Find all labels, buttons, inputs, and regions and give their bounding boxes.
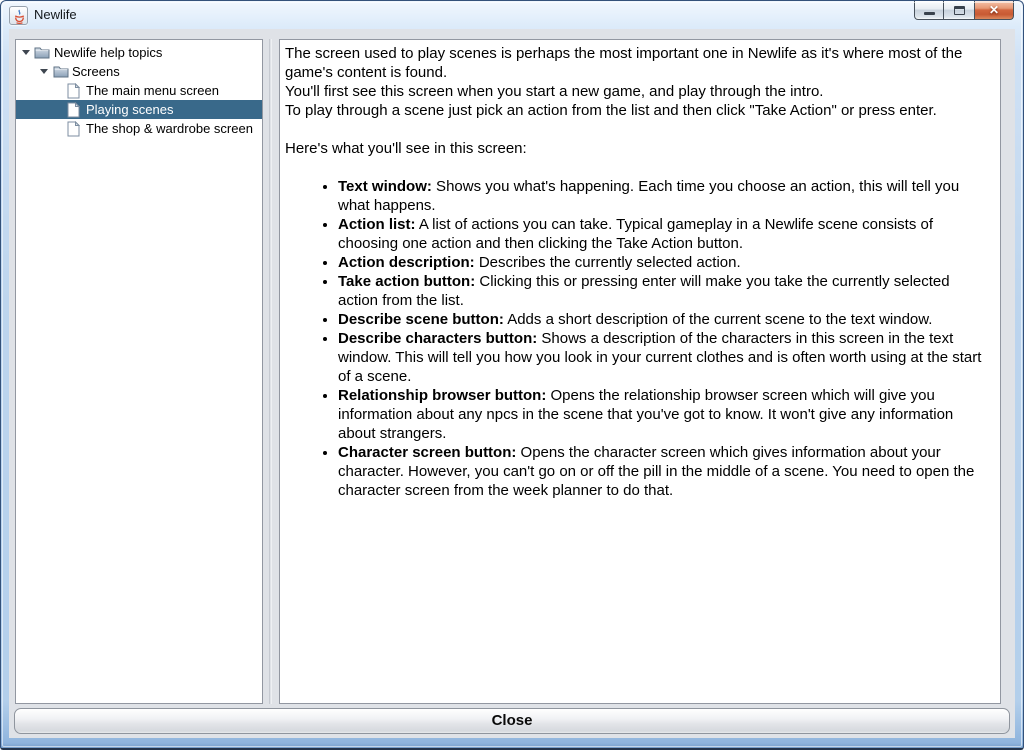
tree-item-shop-wardrobe-screen[interactable] (16, 119, 262, 138)
java-coffee-cup-icon[interactable] (9, 6, 28, 25)
feature-term: Character screen button: (338, 444, 517, 461)
feature-list (285, 177, 986, 500)
help-text-panel (279, 39, 1001, 704)
expand-arrow-icon[interactable] (22, 50, 30, 55)
maximize-icon (954, 6, 965, 15)
intro-paragraphs (285, 44, 986, 120)
intro-line: You'll first see this screen when you start a new game, and play through the intro. (285, 83, 824, 100)
tree-item-label: Screens (72, 64, 120, 79)
tree-item-label: The shop & wardrobe screen (86, 121, 253, 136)
list-item (338, 272, 986, 310)
feature-desc: Describes the currently selected action. (474, 254, 741, 271)
minimize-button[interactable] (914, 1, 944, 20)
close-window-icon (989, 1, 999, 19)
tree-item-playing-scenes[interactable] (16, 100, 262, 119)
help-topics-tree-panel (15, 39, 263, 704)
feature-term: Relationship browser button: (338, 387, 547, 404)
help-text (280, 40, 1000, 500)
tree-item-label: Playing scenes (86, 102, 174, 117)
window-content (9, 29, 1015, 738)
list-item (338, 386, 986, 443)
feature-desc: Clicking this or pressing enter will make you take the currently selected action from the list. (338, 273, 950, 309)
tree-item-main-menu-screen[interactable] (16, 81, 262, 100)
feature-term: Describe scene button: (338, 311, 504, 328)
feature-term: Describe characters button: (338, 330, 538, 347)
document-icon (67, 121, 80, 142)
minimize-icon (924, 12, 935, 15)
feature-desc: Adds a short description of the current scene to the text window. (503, 311, 933, 328)
close-button[interactable]: Close (14, 708, 1010, 734)
feature-desc: Opens the character screen which gives information about your character. However, you can't go on or off the pill in the middle of a scene. You need to open the character screen from the week planner to do that. (338, 444, 975, 499)
list-item (338, 177, 986, 215)
divider-grip-line (269, 39, 270, 704)
window-controls (914, 1, 1014, 21)
feature-term: Take action button: (338, 273, 476, 290)
split-pane-divider[interactable] (263, 39, 279, 704)
tree-item-label: The main menu screen (86, 83, 219, 98)
list-item (338, 310, 986, 329)
help-topics-tree (16, 40, 262, 138)
list-item (338, 329, 986, 386)
feature-desc: Shows a description of the characters in this screen in the text window. This will tell you how you look in your current clothes and is often worth using at the start of a scene. (338, 330, 982, 385)
expand-arrow-icon[interactable] (40, 69, 48, 74)
maximize-button[interactable] (944, 1, 974, 20)
list-item (338, 253, 986, 272)
list-item (338, 215, 986, 253)
intro-line: To play through a scene just pick an action from the list and then click "Take Action" or press enter. (285, 102, 937, 119)
tree-item-label: Newlife help topics (54, 45, 163, 60)
feature-term: Action list: (338, 216, 416, 233)
window-title: Newlife (34, 7, 77, 22)
feature-term: Text window: (338, 178, 432, 195)
feature-desc: A list of actions you can take. Typical gameplay in a Newlife scene consists of choosing one action and then clicking the Take Action button. (338, 216, 933, 252)
title-bar[interactable] (1, 1, 1023, 29)
feature-term: Action description: (338, 254, 475, 271)
intro-line: The screen used to play scenes is perhaps the most important one in Newlife as it's where most of the game's content is found. (285, 45, 963, 81)
divider-grip-line (271, 39, 272, 704)
list-item (338, 443, 986, 500)
close-window-button[interactable] (974, 1, 1014, 20)
subheading: Here's what you'll see in this screen: (285, 140, 527, 157)
tree-item-newlife-help-topics[interactable] (16, 43, 262, 62)
feature-desc: Opens the relationship browser screen which will give you information about any npcs in the scene that you've got to know. It won't give any information about strangers. (338, 387, 954, 442)
feature-desc: Shows you what's happening. Each time you choose an action, this will tell you what happens. (338, 178, 960, 214)
tree-item-screens[interactable] (16, 62, 262, 81)
